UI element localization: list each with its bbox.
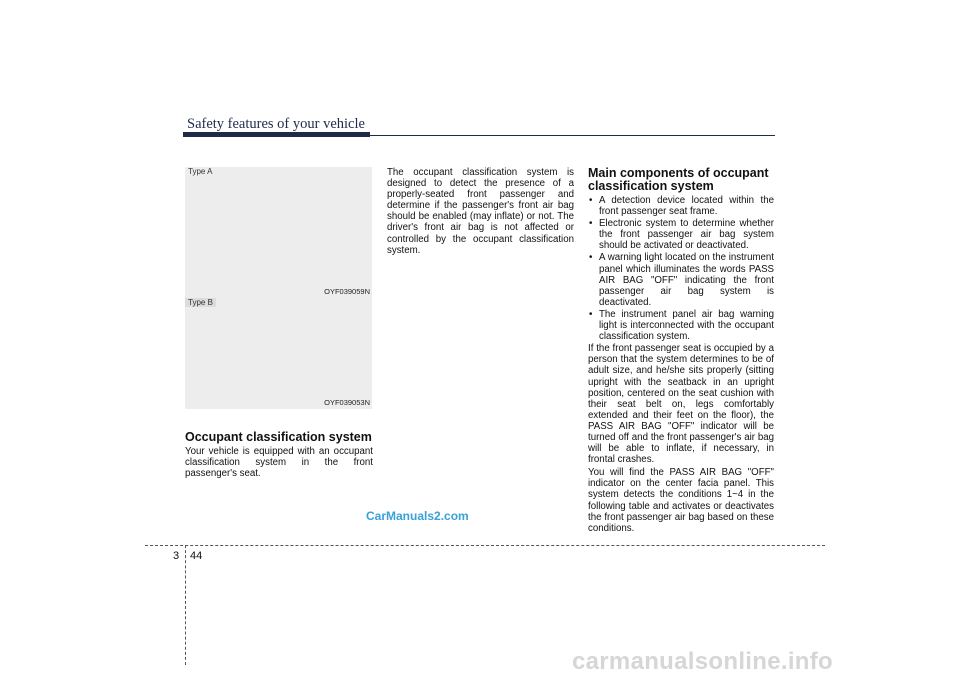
figure-type-b-code: OYF039053N <box>324 398 370 407</box>
components-list <box>588 195 774 342</box>
list-item: • Electronic system to determine whether the front passenger air bag system should be activated or deactivated. <box>589 218 774 252</box>
watermark-bottom: carmanualsonline.info <box>572 648 834 675</box>
list-item: • A warning light located on the instrument panel which illuminates the words PASS AIR BAG "OFF" indicating the front passenger air bag system is deactivated. <box>589 252 774 308</box>
right-column <box>588 167 774 536</box>
left-column <box>185 431 373 481</box>
header-rule-thin <box>370 135 775 136</box>
left-body-text: Your vehicle is equipped with an occupant classification system in the front passenger's seat. <box>185 446 373 480</box>
footer-vertical-divider <box>185 545 186 665</box>
right-paragraph-2: You will find the PASS AIR BAG "OFF" indicator on the center facia panel. This system detects the conditions 1~4 in the following table and activates or deactivates the front passenger air bag based on these conditions. <box>588 467 774 534</box>
middle-column <box>387 167 574 258</box>
header-rule-thick <box>183 132 370 137</box>
page-header-title: Safety features of your vehicle <box>187 116 365 132</box>
page-number: 44 <box>190 550 203 562</box>
figure-type-a-code: OYF039059N <box>324 287 370 296</box>
figure-type-b-label: Type B <box>185 298 216 307</box>
list-item: • The instrument panel air bag warning light is interconnected with the occupant classification system. <box>589 308 774 343</box>
section-heading-main-components: Main components of occupant classification system <box>588 166 769 193</box>
footer-divider <box>145 545 825 546</box>
figure-type-a-label: Type A <box>188 167 213 176</box>
figure-type-b <box>185 298 372 409</box>
list-item: • A detection device located within the front passenger seat frame. <box>589 195 774 218</box>
page-section-number: 3 <box>173 550 180 562</box>
middle-body-text: The occupant classification system is designed to detect the presence of a properly-seated front passenger and determine if the passenger's front air bag should be enabled (may inflate) or not. The driver's front air bag is not affected or controlled by the occupant classification system. <box>387 167 574 256</box>
figure-type-a <box>185 167 372 298</box>
watermark-link[interactable]: CarManuals2.com <box>366 509 469 523</box>
right-paragraph-1: If the front passenger seat is occupied by a person that the system determines to be of adult size, and he/she sits properly (sitting upright with the seatback in an upright position, centered on the seat cushion with their seat belt on, legs comfortably extended and their feet on the floor), the PASS AIR BAG "OFF" indicator will be turned off and the front passenger's air bag will be able to inflate, if necessary, in frontal crashes. <box>588 343 774 466</box>
section-heading-occupant-classification: Occupant classification system <box>185 430 372 444</box>
